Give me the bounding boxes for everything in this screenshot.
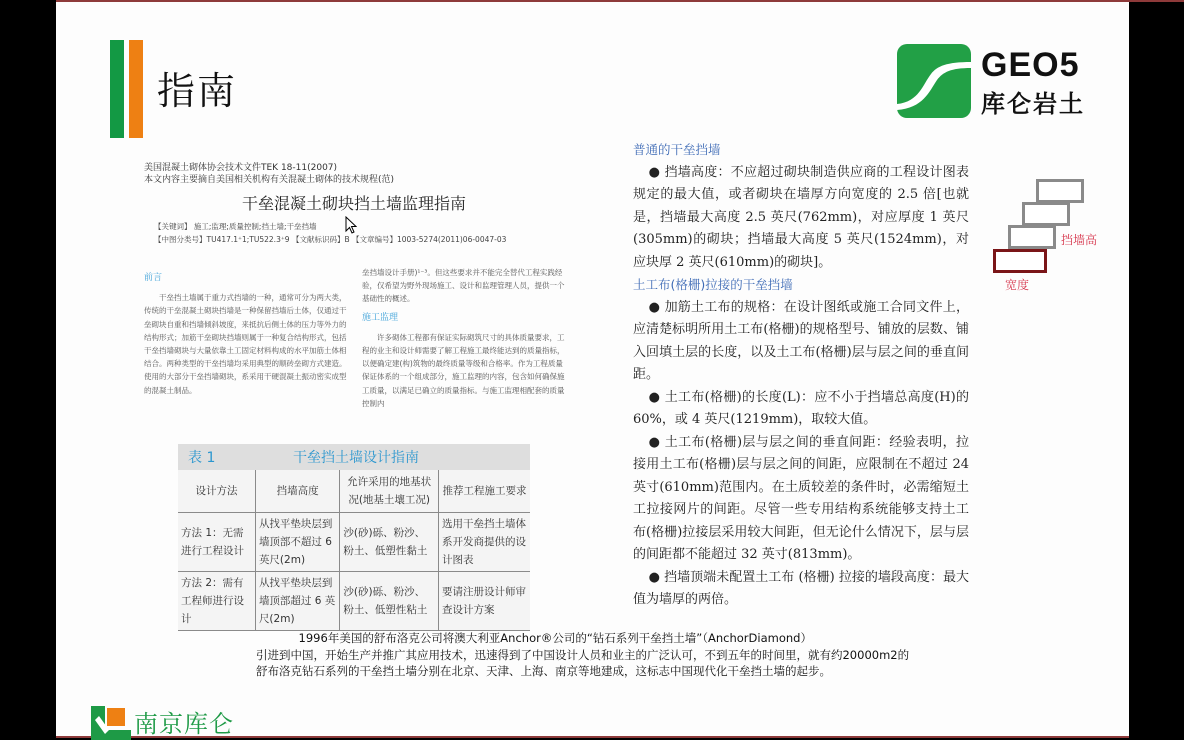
- table-caption: [178, 444, 530, 470]
- table-title: 干垒挡土墙设计指南: [293, 450, 419, 466]
- paper-keywords: 【关键词】 施工;监理;质量控制;挡土墙;干垒挡墙: [154, 222, 317, 231]
- geo5-logo-icon: [897, 44, 971, 118]
- bullet-top-segment-height: ● 挡墙顶端未配置土工布 (格栅) 拉接的墙段高度：最大值为墙厚的两倍。: [633, 569, 969, 607]
- presentation-slide: [56, 0, 1129, 738]
- paper-meta-line2: 本文内容主要摘自美国相关机构有关混凝土砌体的技术规程(范): [144, 175, 395, 185]
- table-cell: 沙(砂)砾、粉沙、粉土、低塑性粘土: [340, 572, 439, 631]
- caption-rest: 引进到中国，开始生产并推广其应用技术，迅速得到了中国设计人员和业主的广泛认可，不到五年的时间里，就有约20000m2的舒布洛克钻石系列的干垒挡土墙分别在北京、天津、上海、南京等地建成，这标志中国现代化干垒挡土墙的起步。: [256, 647, 910, 678]
- caption-line1: 1996年美国的舒布洛克公司将澳大利亚Anchor®公司的“钻石系列干垒挡土墙”（AnchorDiamond）: [298, 631, 812, 645]
- bullet-vertical-spacing: ● 土工布(格栅)层与层之间的垂直间距：经验表明，拉接用土工布(格栅)层与层之间的间距，应限制在不超过 24 英寸(610mm)范围内。在土质较差的条件时，必需缩短土工拉接网片的间距。尽管一些专用结构系统能够支持土工布(格栅)拉接层采用较大间距，但无论什么情况下，层与层的间距都不能超过 32 英寸(813mm)。: [633, 434, 969, 562]
- history-caption: [256, 630, 916, 680]
- title-accent-green-bar: [110, 40, 124, 138]
- section-heading-preface: 前言: [144, 273, 163, 283]
- design-guide-table: [178, 444, 530, 631]
- section-heading-supervision: 施工监理: [362, 312, 399, 323]
- table-cell: 沙(砂)砾、粉沙、粉土、低塑性黏土: [340, 513, 439, 572]
- block-4: [1036, 179, 1084, 203]
- geo5-brand-name: GEO5: [981, 46, 1080, 84]
- table-cell: 从找平垫块层到墙顶部超过 6 英尺(2m): [255, 572, 339, 631]
- table-number: 表 1: [188, 450, 216, 466]
- table-cell: 方法 2：需有工程师进行设计: [178, 572, 255, 631]
- paper-classification: 【中图分类号】TU417.1⁺1;TU522.3⁺9 【文献标识码】B 【文章编号】1003-5274(2011)06-0047-03: [154, 235, 507, 244]
- preface-body: 干垒挡土墙属于重力式挡墙的一种，通常可分为两大类，传统的干垒混凝土砌块挡墙是一种保留挡墙后土体，仅通过干垒砌块自重和挡墙倾斜坡度，来抵抗后侧土体的压力等外力的结构形式；加筋干垒砌块挡墙则属于一种复合结构形式，包括干垒挡墙砌块与大量依靠土工固定材料构成的水平加筋土体相结合。两种类型的干垒挡墙均采用典型的顺砖垒砌方式建造。使用的大部分干垒挡墙砌块，系采用干硬混凝土振动密实成型的混凝土制品。: [144, 293, 347, 395]
- table-header-row: [178, 470, 530, 513]
- title-accent-orange-bar: [129, 40, 143, 138]
- block-2: [1008, 225, 1056, 249]
- width-label: 宽度: [1005, 278, 1030, 292]
- supervision-body: 许多砌体工程都有保证实际砌筑尺寸的具体质量要求，工程的业主和设计师需要了解工程施工最终能达到的质量指标，以便确定建(构)筑物的最终质量等级和合格率。作为工程质量保证体系的一个组成部分，施工监理的内容，包含如何确保施工质量，以满足已确立的质量指标。与施工监理相配套的质量控制内: [362, 332, 565, 408]
- table-cell: 选用干垒挡土墙体系开发商提供的设计图表: [438, 513, 530, 572]
- table-header-cell: 推荐工程施工要求: [438, 470, 530, 513]
- table-header-cell: 允许采用的地基状况(地基土壤工况): [340, 470, 439, 513]
- bullet-wall-height: ● 挡墙高度：不应超过砌块制造供应商的工程设计图表规定的最大值，或者砌块在墙厚方向宽度的 2.5 倍[也就是，挡墙最大高度 2.5 英尺(762mm)，对应厚度 1 英尺(305mm)的砌块；挡墙最大高度 5 英尺(1524mm)，对应块厚 2 英尺(610mm)的砌块]。: [633, 164, 969, 270]
- block-3: [1022, 202, 1070, 226]
- table-row: [178, 513, 530, 572]
- heading-geogrid-wall: 土工布(格栅)拉接的干垒挡墙: [633, 277, 793, 292]
- table-cell: 方法 1：无需进行工程设计: [178, 513, 255, 572]
- geo5-brand-subtitle: 库仑岩土: [981, 90, 1085, 118]
- requirements-text: [633, 139, 969, 612]
- bullet-geotextile-length: ● 土工布(格栅)的长度(L)：应不小于挡墙总高度(H)的 60%，或 4 英尺(1219mm)，取较大值。: [633, 389, 969, 427]
- table-cell: 要请注册设计师审查设计方案: [438, 572, 530, 631]
- paper-title: 干垒混凝土砌块挡土墙监理指南: [241, 194, 466, 213]
- base-block: [993, 249, 1047, 273]
- stacked-block-diagram: [991, 177, 1121, 297]
- table-header-cell: 设计方法: [178, 470, 255, 513]
- wall-height-label: 挡墙高: [1061, 233, 1098, 247]
- bullet-geotextile-spec: ● 加筋土工布的规格：在设计图纸或施工合同文件上，应清楚标明所用土工布(格栅)的规格型号、铺放的层数、铺入回填土层的长度，以及土工布(格栅)层与层之间的垂直间距。: [633, 299, 969, 382]
- table-cell: 从找平垫块层到墙顶部不超过 6 英尺(2m): [255, 513, 339, 572]
- table-header-cell: 挡墙高度: [255, 470, 339, 513]
- slide-title: 指南: [157, 69, 238, 113]
- paper-column-right: [362, 266, 570, 410]
- heading-ordinary-wall: 普通的干垒挡墙: [633, 142, 721, 157]
- window-top-border: [1129, 0, 1184, 2]
- column-lead-text: 垒挡墙设计手册)¹⁻³。但这些要求并不能完全替代工程实践经验，仅希望为野外现场施工、设计和监理管理人员，提供一个基础性的概述。: [362, 268, 565, 304]
- table-row: [178, 572, 530, 631]
- paper-meta-line1: 美国混凝土砌体协会技术文件TEK 18-11(2007): [144, 163, 338, 173]
- paper-column-left: [144, 270, 352, 397]
- mouse-cursor-icon: [345, 216, 357, 234]
- nanjing-kulun-logo-icon: [91, 706, 131, 740]
- nanjing-kulun-brand: 南京库仑: [134, 710, 234, 738]
